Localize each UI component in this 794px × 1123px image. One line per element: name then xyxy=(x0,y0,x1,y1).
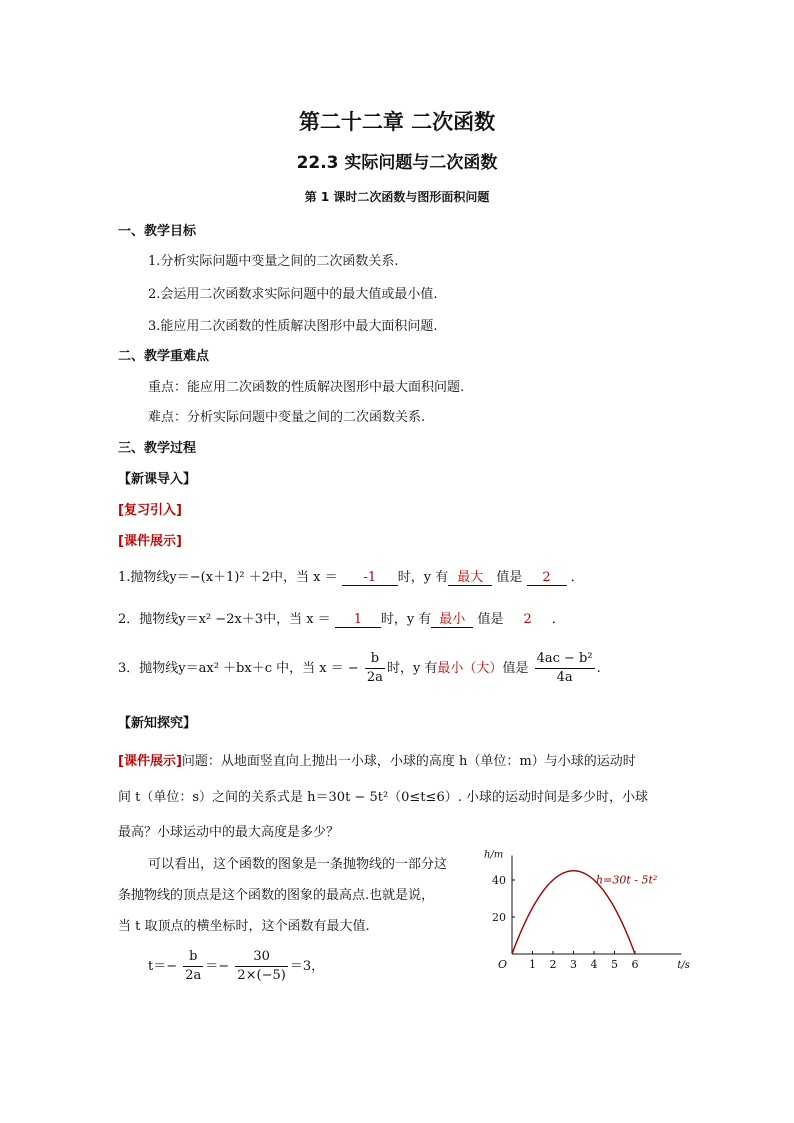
calc-f1-den: 2a xyxy=(185,968,202,983)
calc-result: ＝3， xyxy=(289,959,325,974)
problem-line-2: 间 t（单位：s）之间的关系式是 h＝30t − 5t²（0≤t≤6）. 小球的运动时间是多少时，小球 xyxy=(118,790,648,805)
x-tick-label: 2 xyxy=(549,958,557,971)
q3-end: . xyxy=(596,661,601,676)
problem-line-3: 最高？小球运动中的最大高度是多少？ xyxy=(118,825,340,840)
vertex-calculation xyxy=(148,948,324,985)
q2-end: ． xyxy=(551,612,565,627)
formula-label: h=30t - 5t² xyxy=(596,873,658,887)
origin-label: O xyxy=(498,958,508,971)
q3-mid3: 值是 xyxy=(502,661,529,676)
q3-fraction-value xyxy=(535,650,595,687)
q3-prefix: 3．抛物线 xyxy=(118,661,179,676)
calc-fraction-2 xyxy=(235,948,287,985)
problem-text-1: 问题：从地面竖直向上抛出一小球，小球的高度 h（单位：m）与小球的运动时 xyxy=(181,754,636,769)
y-tick-label: 20 xyxy=(492,911,506,924)
question-1 xyxy=(118,566,584,586)
q1-formula: y＝−(x＋1)² ＋2 xyxy=(169,570,271,585)
q3-frac-num: b xyxy=(365,650,385,669)
calc-fraction-1 xyxy=(183,948,203,985)
keypoints-heading: 二、教学重难点 xyxy=(118,349,210,364)
x-axis-label: t/s xyxy=(677,960,690,971)
y-axis-label: h/m xyxy=(484,849,504,861)
parabola-chart xyxy=(478,842,718,982)
problem-line-1 xyxy=(118,750,636,769)
difficult-point: 难点：分析实际问题中变量之间的二次函数关系. xyxy=(148,410,426,425)
q1-mid2: 时，y 有 xyxy=(397,570,449,585)
q3-mid2: 时，y 有 xyxy=(386,661,438,676)
question-2 xyxy=(118,608,565,628)
calc-eq: ＝− xyxy=(205,959,230,974)
question-3 xyxy=(118,650,601,687)
explore-label: 【新知探究】 xyxy=(118,716,197,731)
q2-prefix: 2．抛物线 xyxy=(118,612,179,627)
q1-prefix: 1.抛物线 xyxy=(118,570,170,585)
q3-val-den: 4a xyxy=(556,670,573,685)
review-label: [复习引入] xyxy=(118,503,182,518)
important-point: 重点：能应用二次函数的性质解决图形中最大面积问题. xyxy=(148,380,465,395)
q1-end: ． xyxy=(570,570,584,585)
x-tick-label: 5 xyxy=(611,958,618,971)
q1-answer-type: 最大 xyxy=(448,566,492,586)
q1-answer-x: -1 xyxy=(342,570,398,586)
q3-fraction-x xyxy=(365,650,385,687)
q3-mid1: 中，当 x ＝ − xyxy=(276,661,359,676)
q2-answer-value: 2 xyxy=(523,612,532,627)
x-tick-label: 6 xyxy=(631,958,639,971)
explain-line-3: 当 t 取顶点的横坐标时，这个函数有最大值. xyxy=(118,919,370,934)
explain-line-2: 条抛物线的顶点是这个函数的图象的最高点.也就是说， xyxy=(118,888,435,903)
calc-prefix: t＝− xyxy=(148,959,178,974)
explore-courseware-label: [课件展示] xyxy=(118,754,182,769)
goal-item: 3.能应用二次函数的性质解决图形中最大面积问题. xyxy=(148,319,438,334)
y-tick-label: 40 xyxy=(492,874,506,887)
x-tick-label: 4 xyxy=(590,958,598,971)
goal-item: 1.分析实际问题中变量之间的二次函数关系. xyxy=(148,254,399,269)
intro-label: 【新课导入】 xyxy=(118,472,197,487)
q2-formula: y＝x² −2x＋3 xyxy=(178,612,264,627)
calc-f2-num: 30 xyxy=(235,948,287,967)
q2-mid2: 时，y 有 xyxy=(380,612,432,627)
courseware-label: [课件展示] xyxy=(118,534,182,549)
q1-mid3: 值是 xyxy=(496,570,523,585)
q3-val-num: 4ac − b² xyxy=(535,650,595,669)
q2-mid1: 中，当 x ＝ xyxy=(263,612,331,627)
q3-answer-type: 最小（大） xyxy=(437,661,503,676)
q2-answer-type: 最小 xyxy=(431,608,473,628)
lesson-title: 第 1 课时二次函数与图形面积问题 xyxy=(304,190,490,204)
chapter-title: 第二十二章 二次函数 xyxy=(298,110,496,134)
x-tick-label: 3 xyxy=(570,958,577,971)
q1-answer-value: 2 xyxy=(527,570,567,586)
q2-answer-x: 1 xyxy=(335,612,381,628)
x-tick-label: 1 xyxy=(529,958,536,971)
q1-mid1: 中，当 x ＝ xyxy=(270,570,338,585)
goal-item: 2.会运用二次函数求实际问题中的最大值或最小值. xyxy=(148,287,438,302)
explain-line-1: 可以看出，这个函数的图象是一条抛物线的一部分这 xyxy=(148,857,448,872)
calc-f1-num: b xyxy=(183,948,203,967)
goals-heading: 一、教学目标 xyxy=(118,224,197,239)
section-title: 22.3 实际问题与二次函数 xyxy=(296,153,498,173)
q3-formula: y＝ax² ＋bx＋c xyxy=(178,661,272,676)
q3-frac-den: 2a xyxy=(366,670,383,685)
process-heading: 三、教学过程 xyxy=(118,441,197,456)
calc-f2-den: 2×(−5) xyxy=(237,968,286,983)
q2-mid3: 值是 xyxy=(477,612,504,627)
